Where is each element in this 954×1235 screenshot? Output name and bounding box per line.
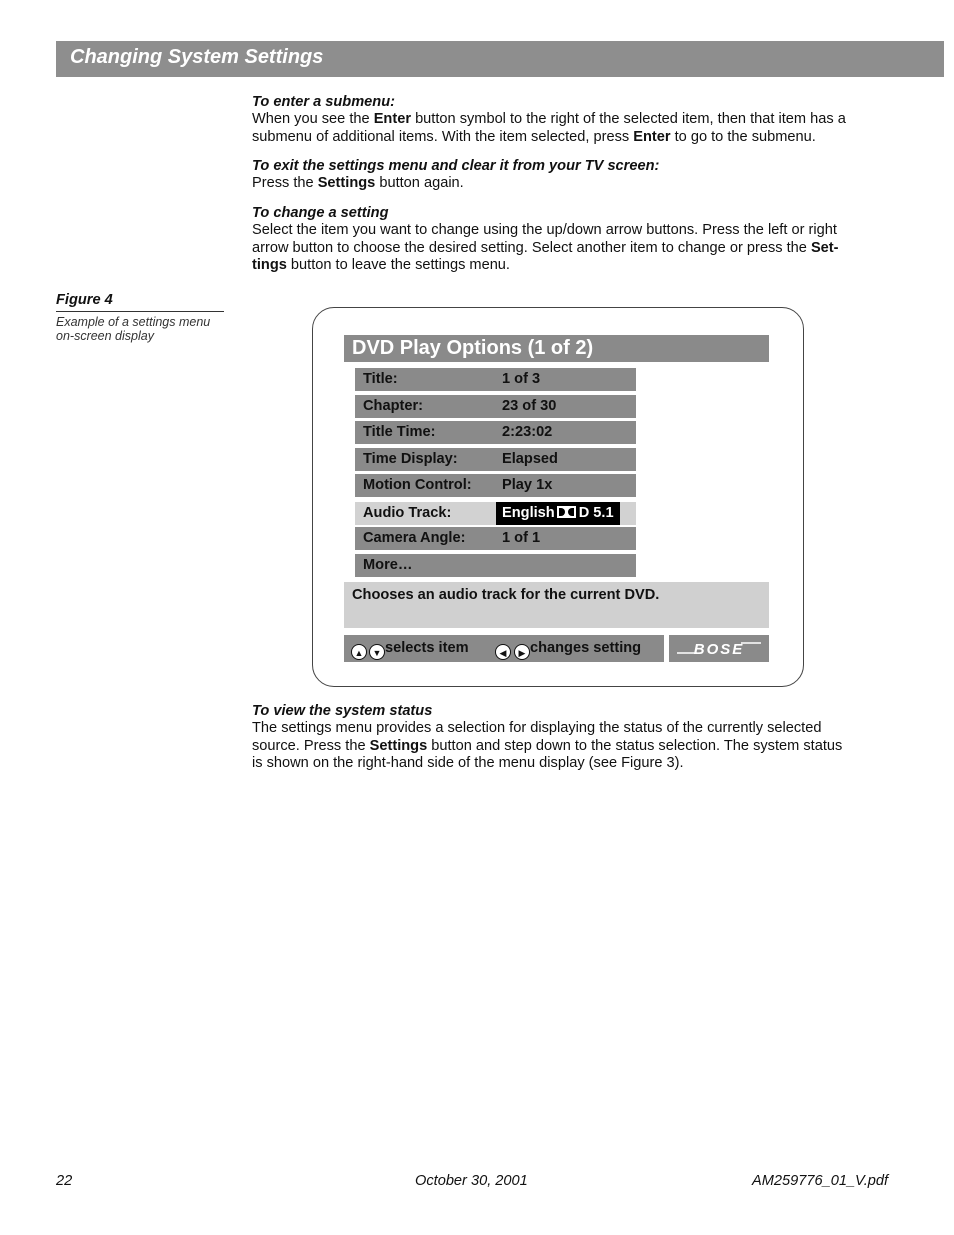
menu-row-more[interactable] bbox=[355, 554, 636, 577]
menu-row-value: 1 of 1 bbox=[502, 530, 541, 546]
change-section bbox=[252, 205, 902, 274]
change-line-1: Select the item you want to change using the up/down arrow buttons. Press the left or right bbox=[252, 222, 837, 239]
status-section bbox=[252, 703, 902, 772]
bose-logo-mark bbox=[669, 635, 769, 662]
figure-caption bbox=[56, 315, 224, 343]
change-heading: To change a setting bbox=[252, 205, 389, 221]
change-hint bbox=[495, 635, 641, 662]
menu-row-title[interactable] bbox=[355, 368, 636, 391]
text-run: source. Press the bbox=[252, 737, 370, 754]
submenu-paragraph bbox=[252, 111, 902, 146]
menu-row-camera-angle[interactable] bbox=[355, 527, 636, 550]
footer-filename: AM259776_01_V.pdf bbox=[752, 1173, 889, 1189]
tv-screen-figure bbox=[312, 307, 804, 687]
submenu-heading: To enter a submenu: bbox=[252, 94, 395, 110]
menu-row-label: Title: bbox=[363, 371, 398, 387]
menu-row-label: Title Time: bbox=[363, 424, 436, 440]
text-run: button again. bbox=[375, 175, 464, 192]
exit-line-1 bbox=[252, 175, 902, 192]
status-heading: To view the system status bbox=[252, 703, 433, 719]
text-run: to go to the submenu. bbox=[670, 128, 816, 145]
left-arrow-icon: ◀ bbox=[495, 644, 511, 660]
change-paragraph bbox=[252, 222, 902, 274]
text-run: button to leave the settings menu. bbox=[286, 256, 510, 273]
settings-keyword: tings bbox=[252, 256, 287, 273]
down-arrow-icon: ▼ bbox=[369, 644, 385, 660]
page-number: 22 bbox=[56, 1173, 73, 1189]
menu-row-value: 1 of 3 bbox=[502, 371, 541, 387]
bose-logo bbox=[669, 635, 769, 662]
select-hint bbox=[351, 635, 469, 662]
menu-row-label: More… bbox=[363, 557, 413, 573]
footer-date: October 30, 2001 bbox=[415, 1173, 528, 1189]
audio-language: English bbox=[502, 505, 555, 521]
menu-row-label: Audio Track: bbox=[363, 505, 452, 521]
status-paragraph bbox=[252, 720, 902, 772]
menu-row-value: 23 of 30 bbox=[502, 398, 557, 414]
caption-line-2: on-screen display bbox=[56, 329, 154, 343]
menu-row-title-time[interactable] bbox=[355, 421, 636, 444]
audio-format: D 5.1 bbox=[578, 505, 614, 521]
menu-row-time-display[interactable] bbox=[355, 448, 636, 471]
text-run: button symbol to the right of the selected item, then that item has a bbox=[411, 111, 846, 128]
status-line-1: The settings menu provides a selection for displaying the status of the currently selected bbox=[252, 720, 822, 737]
menu-title: DVD Play Options (1 of 2) bbox=[344, 335, 769, 362]
settings-keyword: Set- bbox=[810, 239, 839, 256]
figure-title: Figure 4 bbox=[56, 292, 224, 312]
exit-paragraph bbox=[252, 175, 902, 192]
caption-line-1: Example of a settings menu bbox=[56, 315, 211, 329]
text-run: When you see the bbox=[252, 111, 374, 128]
menu-row-chapter[interactable] bbox=[355, 395, 636, 418]
text-run: submenu of additional items. With the item selected, press bbox=[252, 128, 634, 145]
right-arrow-icon: ▶ bbox=[514, 644, 530, 660]
settings-keyword: Settings bbox=[317, 175, 376, 192]
enter-keyword: Enter bbox=[373, 111, 412, 128]
figure-label bbox=[56, 292, 224, 343]
menu-row-motion-control[interactable] bbox=[355, 474, 636, 497]
settings-keyword: Settings bbox=[369, 737, 428, 754]
menu-row-label: Camera Angle: bbox=[363, 530, 466, 546]
menu-hint-bar bbox=[344, 635, 664, 662]
submenu-line-2 bbox=[252, 129, 902, 146]
menu-row-value: Elapsed bbox=[502, 451, 558, 467]
status-line-3: is shown on the right-hand side of the menu display (see Figure 3). bbox=[252, 754, 684, 771]
text-run: arrow button to choose the desired setting. Select another item to change or press the bbox=[252, 239, 811, 256]
section-header-bar bbox=[56, 41, 944, 77]
exit-section bbox=[252, 158, 902, 193]
select-hint-text: selects item bbox=[385, 640, 469, 656]
menu-help-text: Chooses an audio track for the current DVD. bbox=[344, 582, 769, 628]
menu-row-audio-track-selected[interactable] bbox=[355, 502, 636, 525]
change-hint-text: changes setting bbox=[530, 640, 642, 656]
menu-row-value: 2:23:02 bbox=[502, 424, 553, 440]
section-title: Changing System Settings bbox=[70, 46, 324, 68]
bose-logo-text: BOSE bbox=[693, 641, 745, 658]
menu-row-label: Chapter: bbox=[363, 398, 423, 414]
text-run: Press the bbox=[252, 175, 318, 192]
enter-keyword: Enter bbox=[633, 128, 671, 145]
menu-row-label: Motion Control: bbox=[363, 477, 472, 493]
menu-row-label: Time Display: bbox=[363, 451, 458, 467]
menu-row-value-highlight bbox=[496, 502, 620, 525]
status-line-2 bbox=[252, 738, 902, 755]
change-line-2 bbox=[252, 240, 902, 257]
submenu-section bbox=[252, 94, 902, 146]
change-line-3 bbox=[252, 257, 902, 274]
text-run: button and step down to the status selection. The system status bbox=[427, 737, 843, 754]
exit-heading: To exit the settings menu and clear it from your TV screen: bbox=[252, 158, 660, 174]
submenu-line-1 bbox=[252, 111, 902, 128]
dolby-digital-icon bbox=[557, 506, 576, 518]
menu-row-value: Play 1x bbox=[502, 477, 553, 493]
up-arrow-icon: ▲ bbox=[351, 644, 367, 660]
